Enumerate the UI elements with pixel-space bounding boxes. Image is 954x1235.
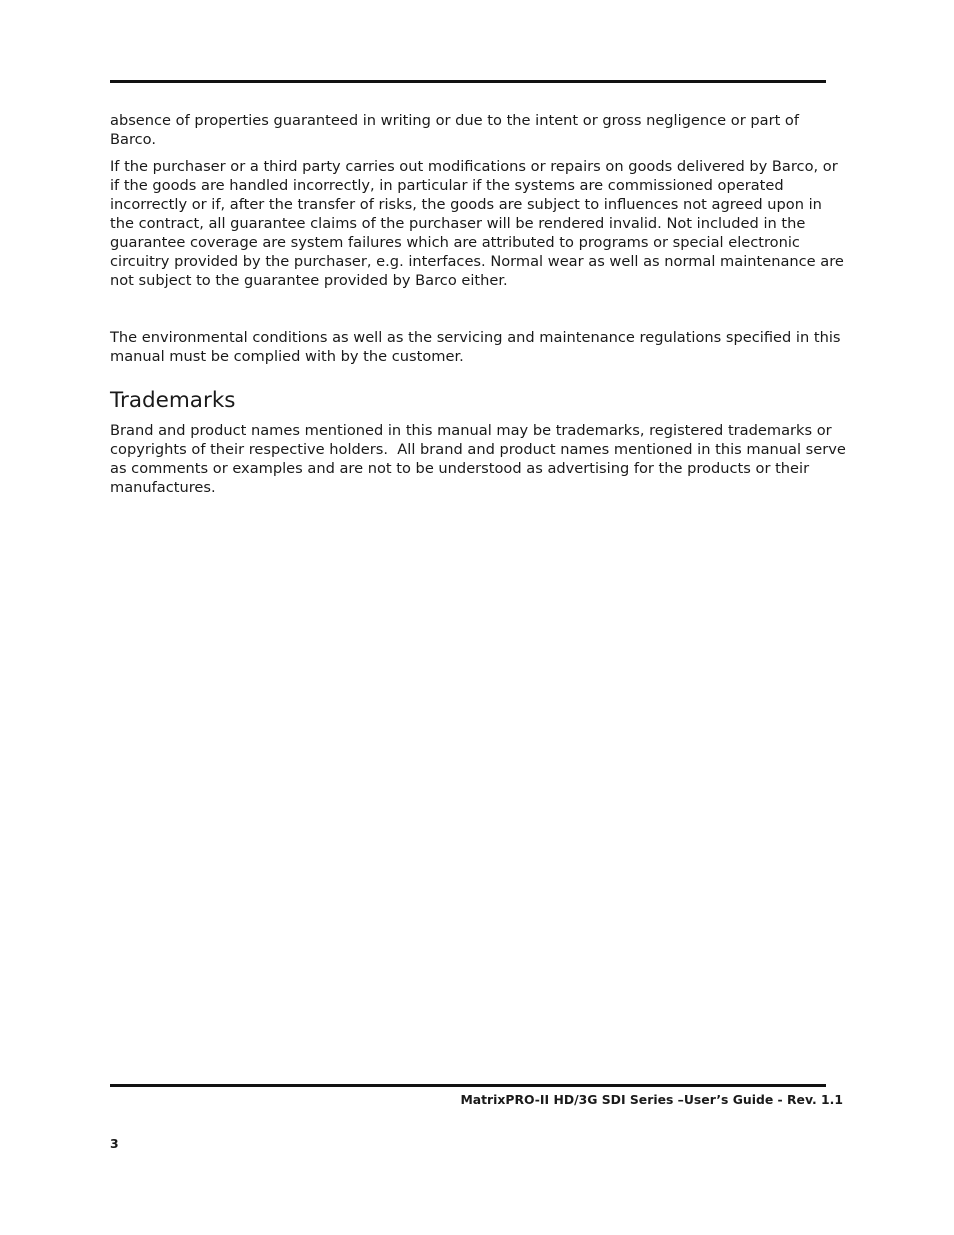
guarantee-paragraph-continued: absence of properties guaranteed in writing or due to the intent or gross negligence or part of Barco. bbox=[110, 112, 799, 148]
page-content bbox=[110, 111, 851, 497]
footer-rule bbox=[110, 1084, 826, 1087]
guarantee-invalid-paragraph: If the purchaser or a third party carries out modifications or repairs on goods delivered by Barco, or if the goods are handled incorrectly, in particular if the systems are commissioned operated incorrectly or if, after the transfer of risks, the goods are subject to influences not agreed upon in the contract, all guarantee claims of the purchaser will be rendered invalid. Not included in the guarantee coverage are system failures which are attributed to programs or special electronic circuitry provided by the purchaser, e.g. interfaces. Normal wear as well as normal maintenance are not subject to the guarantee provided by Barco either. bbox=[110, 158, 844, 289]
trademarks-heading: Trademarks bbox=[110, 388, 236, 413]
footer-document-title: MatrixPRO-II HD/3G SDI Series –User’s Guide - Rev. 1.1 bbox=[460, 1092, 843, 1107]
environmental-conditions-paragraph: The environmental conditions as well as the servicing and maintenance regulations specified in this manual must be complied with by the customer. bbox=[110, 329, 841, 365]
header-rule bbox=[110, 80, 826, 83]
page-number: 3 bbox=[110, 1136, 119, 1151]
trademarks-paragraph: Brand and product names mentioned in this manual may be trademarks, registered trademarks or copyrights of their respective holders. All brand and product names mentioned in this manual serve as comments or examples and are not to be understood as advertising for the products or their manufactures. bbox=[110, 422, 851, 496]
